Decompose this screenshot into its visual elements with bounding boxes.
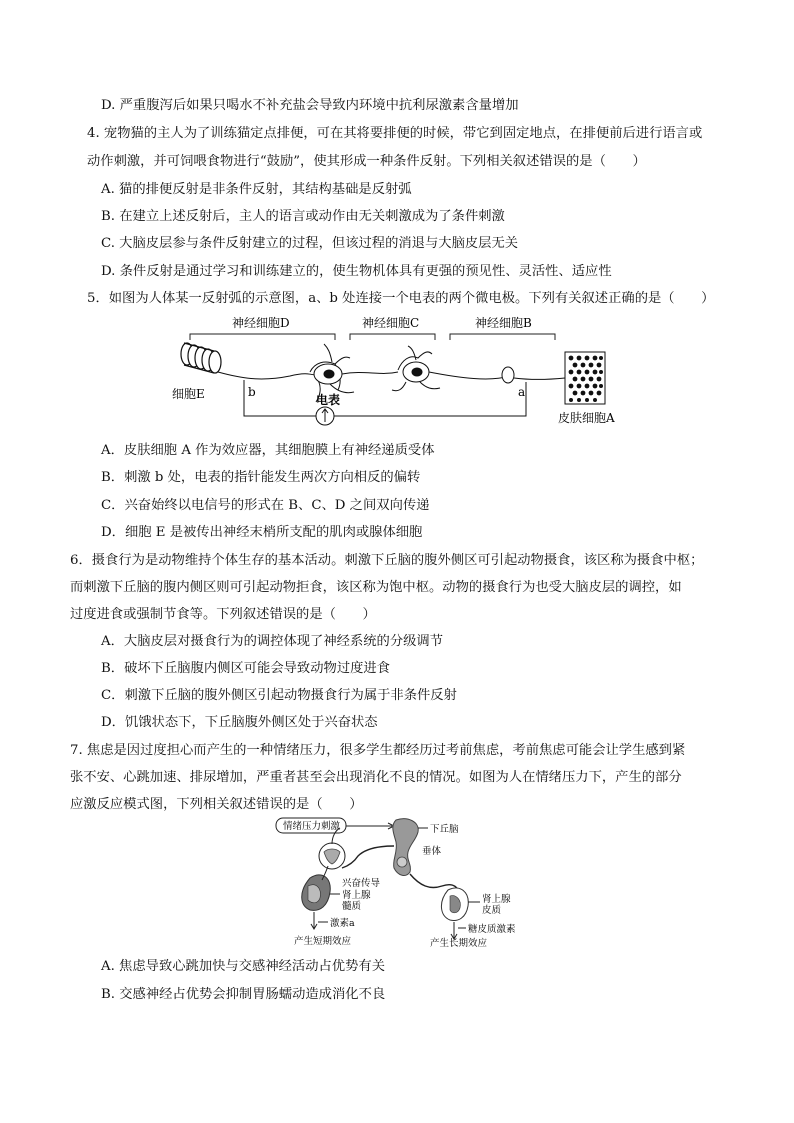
muscle-cell-e-icon — [181, 343, 221, 373]
q4-option-c: C. 大脑皮层参与条件反射建立的过程，但该过程的消退与大脑皮层无关 — [101, 236, 519, 251]
q4-option-d: D. 条件反射是通过学习和训练建立的，使生物机体具有更强的预见性、灵活性、适应性 — [101, 264, 612, 279]
q5-option-d: D．细胞 E 是被传出神经末梢所支配的肌肉或腺体细胞 — [101, 525, 423, 540]
q7-stem-line2: 张不安、心跳加速、排尿增加，严重者甚至会出现消化不良的情况。如图为人在情绪压力下，产生的部分 — [70, 770, 682, 785]
label-excitation: 兴奋传导 — [342, 878, 381, 889]
skin-cells-a-icon — [565, 352, 605, 404]
label-neuron-b: 神经细胞B — [475, 316, 532, 330]
neuron-c-icon — [392, 346, 440, 391]
q4-option-b: B. 在建立上述反射后，主人的语言或动作由无关刺激成为了条件刺激 — [101, 209, 505, 224]
q7-stem-line3: 应激反应模式图，下列相关叙述错误的是（ ） — [70, 797, 363, 812]
label-adrenal-cortex-2: 皮质 — [482, 905, 502, 916]
q7-stem-line1: 7. 焦虑是因过度担心而产生的一种情绪压力，很多学生都经历过考前焦虑，考前焦虑可能会让学生感到紧 — [70, 743, 686, 758]
q6-option-b: B．破坏下丘脑腹内侧区可能会导致动物过度进食 — [101, 661, 391, 676]
label-point-b: b — [248, 385, 256, 399]
label-adrenal-cortex-1: 肾上腺 — [482, 894, 511, 905]
hypothalamus-pituitary-icon — [393, 819, 418, 876]
adrenal-cortex-icon — [441, 888, 468, 921]
q4-stem-line2: 动作刺激，并可饲喂食物进行“鼓励”，使其形成一种条件反射。下列相关叙述错误的是（ ） — [87, 154, 646, 169]
q5-option-a: A．皮肤细胞 A 作为效应器，其细胞膜上有神经递质受体 — [101, 443, 435, 458]
label-short-effect: 产生短期效应 — [294, 936, 352, 947]
q6-option-d: D．饥饿状态下，下丘脑腹外侧区处于兴奋状态 — [101, 715, 378, 730]
label-hypothalamus: 下丘脑 — [430, 824, 459, 835]
label-adrenal-medulla-2: 髓质 — [342, 901, 362, 912]
label-hormone-a: 激素a — [330, 918, 355, 929]
label-neuron-d: 神经细胞D — [232, 316, 290, 330]
neuron-b-soma-icon — [502, 367, 514, 383]
label-cell-e: 细胞E — [172, 387, 205, 401]
q7-option-b: B. 交感神经占优势会抑制胃肠蠕动造成消化不良 — [101, 987, 386, 1002]
q6-stem-line3: 过度进食或强制节食等。下列叙述错误的是（ ） — [70, 607, 376, 622]
q5-stem: 5．如图为人体某一反射弧的示意图，a、b 处连接一个电表的两个微电极。下列有关叙述正确的是（ ） — [87, 291, 715, 306]
reflex-arc-figure — [170, 312, 630, 430]
q5-option-c: C．兴奋始终以电信号的形式在 B、C、D 之间双向传递 — [101, 498, 430, 513]
q6-stem-line2: 而刺激下丘脑的腹内侧区则可引起动物拒食，该区称为饱中枢。动物的摄食行为也受大脑皮层的调控，如 — [70, 580, 682, 595]
label-cortisol: 糖皮质激素 — [468, 924, 516, 935]
q6-option-a: A．大脑皮层对摄食行为的调控体现了神经系统的分级调节 — [101, 634, 444, 649]
adrenal-medulla-icon — [302, 875, 331, 911]
stress-response-figure — [270, 816, 530, 948]
label-adrenal-medulla-1: 肾上腺 — [342, 890, 371, 901]
q7-option-a: A. 焦虑导致心跳加快与交感神经活动占优势有关 — [101, 959, 385, 974]
q4-option-a: A. 猫的排便反射是非条件反射，其结构基础是反射弧 — [101, 182, 412, 197]
spinal-cord-icon — [319, 843, 345, 869]
q3-option-d: D. 严重腹泻后如果只喝水不补充盐会导致内环境中抗利尿激素含量增加 — [101, 98, 519, 113]
label-meter: 电表 — [316, 393, 341, 407]
label-skin-cell-a: 皮肤细胞A — [558, 411, 615, 425]
q6-option-c: C．刺激下丘脑的腹外侧区引起动物摄食行为属于非条件反射 — [101, 688, 457, 703]
q4-stem-line1: 4. 宠物猫的主人为了训练猫定点排便，可在其将要排便的时候，带它到固定地点，在排便前后进行语言或 — [87, 126, 703, 141]
label-pituitary: 垂体 — [422, 846, 442, 857]
q5-option-b: B．刺激 b 处，电表的指针能发生两次方向相反的偏转 — [101, 470, 421, 485]
label-point-a: a — [518, 385, 526, 399]
label-stimulus: 情绪压力刺激 — [283, 821, 341, 832]
q6-stem-line1: 6．摄食行为是动物维持个体生存的基本活动。刺激下丘脑的腹外侧区可引起动物摄食，该区称为摄食中枢； — [70, 553, 704, 568]
label-neuron-c: 神经细胞C — [362, 316, 420, 330]
label-long-effect: 产生长期效应 — [430, 938, 488, 948]
